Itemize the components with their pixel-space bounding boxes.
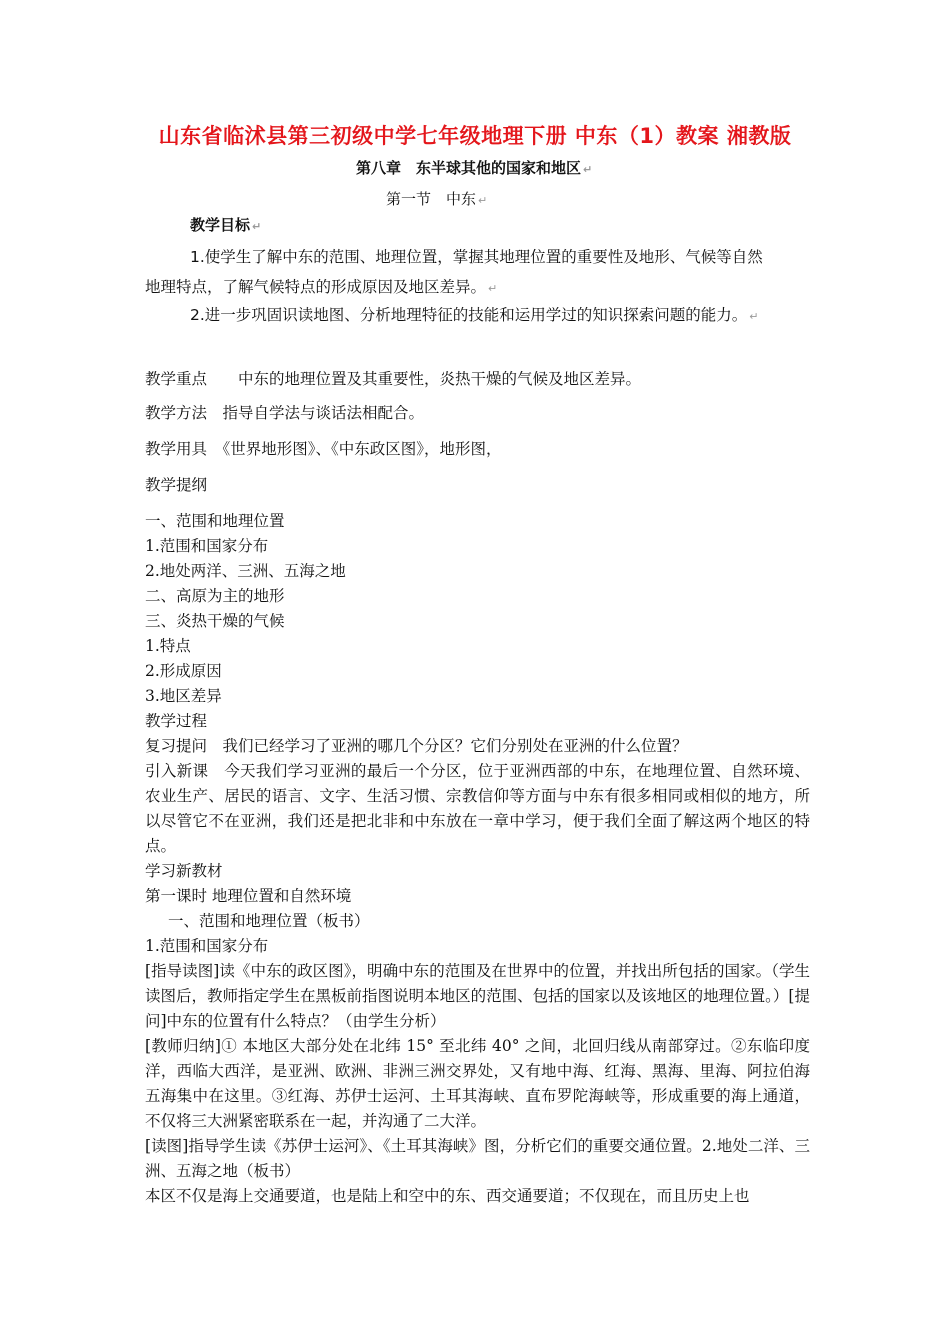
summary-paragraph: [教师归纳]① 本地区大部分处在北纬 15° 至北纬 40° 之间，北回归线从南部穿过。②东临印度洋，西临大西洋，是亚洲、欧洲、非洲三洲交界处，又有地中海、红海、黑海、里海、阿拉伯海五海集中在这里。③红海、苏伊士运河、土耳其海峡、直布罗陀海峡等，形成重要的海上通道，不仅将三大洲紧密联系在一起，并沟通了二大洋。 [145, 1037, 810, 1130]
last-paragraph: 本区不仅是海上交通要道，也是陆上和空中的东、西交通要道；不仅现在，而且历史上也 [145, 1187, 750, 1205]
outline-item: 三、炎热干燥的气候 [145, 612, 285, 630]
outline-item: 一、范围和地理位置 [145, 512, 285, 530]
subheading-1: 1.范围和国家分布 [145, 937, 269, 955]
new-material-heading: 学习新教材 [145, 862, 223, 880]
outline-item: 二、高原为主的地形 [145, 587, 285, 605]
outline-item: 1.范围和国家分布 [145, 537, 269, 555]
outline-item: 2.形成原因 [145, 662, 222, 680]
teaching-method: 教学方法 指导自学法与谈话法相配合。 [145, 404, 425, 422]
outline-item: 2.地处两洋、三洲、五海之地 [145, 562, 346, 580]
chapter-heading: 第八章 东半球其他的国家和地区 ↵ [356, 159, 593, 177]
section-heading: 第一节 中东 ↵ [386, 190, 488, 208]
outline-heading: 教学提纲 [145, 476, 208, 494]
lesson-heading: 第一课时 地理位置和自然环境 [145, 887, 352, 905]
key-points: 教学重点 中东的地理位置及其重要性，炎热干燥的气候及地区差异。 [145, 370, 642, 388]
teaching-tools: 教学用具 《世界地形图》、《中东政区图》，地形图， [145, 440, 502, 458]
objectives-heading: 教学目标 ↵ [190, 216, 262, 234]
process-heading: 教学过程 [145, 712, 208, 730]
objective-2: 2.进一步巩固识读地图、分析地理特征的技能和运用学过的知识探索问题的能力。 ↵ [190, 306, 759, 324]
board-heading-1: 一、范围和地理位置（板书） [168, 912, 370, 930]
map-paragraph: [读图]指导学生读《苏伊士运河》、《土耳其海峡》图，分析它们的重要交通位置。2.地处二洋、三洲、五海之地（板书） [145, 1137, 810, 1180]
review-question: 复习提问 我们已经学习了亚洲的哪几个分区？它们分别处在亚洲的什么位置？ [145, 737, 688, 755]
outline-item: 3.地区差异 [145, 687, 222, 705]
guide-paragraph: [指导读图]读《中东的政区图》，明确中东的范围及在世界中的位置，并找出所包括的国家。（学生读图后，教师指定学生在黑板前指图说明本地区的范围、包括的国家以及该地区的地理位置。）[提问]中东的位置有什么特点？（由学生分析） [145, 962, 810, 1030]
objective-1-line-2: 地理特点，了解气候特点的形成原因及地区差异。 ↵ [145, 278, 498, 296]
outline-item: 1.特点 [145, 637, 191, 655]
objective-1-line-1: 1.使学生了解中东的范围、地理位置，掌握其地理位置的重要性及地形、气候等自然 [190, 248, 763, 266]
document-title: 山东省临沭县第三初级中学七年级地理下册 中东（1）教案 湘教版 [158, 124, 792, 148]
intro-paragraph: 引入新课 今天我们学习亚洲的最后一个分区，位于亚洲西部的中东，在地理位置、自然环境、农业生产、居民的语言、文字、生活习惯、宗教信仰等方面与中东有很多相同或相似的地方，所以尽管它不在亚洲，我们还是把北非和中东放在一章中学习，便于我们全面了解这两个地区的特点。 [145, 762, 810, 855]
